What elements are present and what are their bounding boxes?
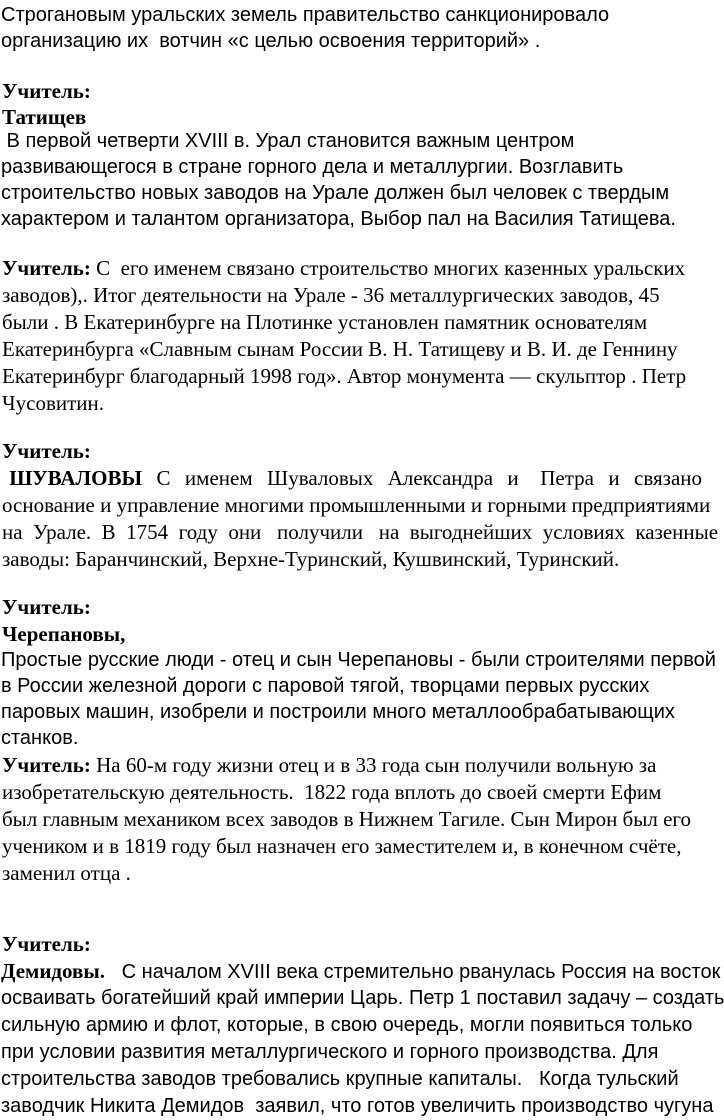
- demidov-line-4: при условии развития металлургического и горного производства. Для: [1, 1041, 659, 1063]
- tatishchev-line-3: строительство новых заводов на Урале должен был человек с твердым: [1, 182, 670, 204]
- cherepanov-line-2: в России железной дороги с паровой тягой, творцами первых русских: [1, 675, 650, 697]
- demidov-line-1: [1, 958, 720, 985]
- section-heading-cherepanovy: Черепановы,: [2, 622, 126, 646]
- paragraph-text: С началом XVIII века стремительно рванулась Россия на восток: [105, 961, 721, 983]
- teacher-label: Учитель:: [2, 595, 91, 619]
- section-heading-demidovy: Демидовы.: [1, 959, 106, 983]
- cherepanov-line-1: Простые русские люди - отец и сын Черепановы - были строителями первой: [1, 649, 716, 671]
- demidov-line-5: строительства заводов требовались крупные капиталы. Когда тульский: [1, 1068, 679, 1090]
- teacher-label: Учитель:: [2, 932, 91, 956]
- section-heading-tatishchev: Татищев: [2, 105, 87, 129]
- cherepanov-line-7: учеником и в 1819 году был назначен его заместителем и, в конечном счёте,: [2, 834, 682, 858]
- shuvalov-line-4: заводы: Баранчинский, Верхне-Туринский, Кушвинский, Туринский.: [2, 547, 620, 571]
- teacher-label: Учитель:: [2, 753, 91, 777]
- tatishchev-line-2: развивающегося в стране горного дела и металлургии. Возглавить: [1, 156, 624, 178]
- tatishchev-line-10: Чусовитин.: [2, 391, 105, 415]
- cherepanov-line-3: паровых машин, изобрели и построили много металлообрабатывающих: [1, 701, 675, 723]
- teacher-label: Учитель:: [2, 256, 91, 280]
- demidov-line-2: осваивать богатейший край империи Царь. Петр 1 поставил задачу – создать: [1, 987, 724, 1009]
- shuvalov-line-2: основание и управление многими промышленными и горными предприятиями: [2, 493, 711, 517]
- teacher-label: Учитель:: [2, 439, 91, 463]
- tatishchev-line-9: Екатеринбург благодарный 1998 год». Автор монумента — скульптор . Петр: [2, 364, 687, 388]
- demidov-line-3: сильную армию и флот, которые, в свою очередь, могли появиться только: [1, 1014, 693, 1036]
- teacher-label: Учитель:: [2, 79, 91, 103]
- cherepanov-line-6: был главным механиком всех заводов в Нижнем Тагиле. Сын Мирон был его: [2, 807, 691, 831]
- shuvalov-line-1: [2, 465, 702, 492]
- intro-line-1: Строгановым уральских земель правительство санкционировало: [1, 4, 610, 26]
- tatishchev-line-6: заводов),. Итог деятельности на Урале - 36 металлургических заводов, 45: [2, 283, 660, 307]
- paragraph-text: На 60-м году жизни отец и в 33 года сын получили вольную за: [90, 753, 657, 777]
- demidov-line-6: заводчик Никита Демидов заявил, что готов увеличить производство чугуна: [1, 1095, 714, 1117]
- cherepanov-line-4: станков.: [1, 727, 79, 749]
- paragraph-text: С именем Шуваловых Александра и Петра и связано: [142, 466, 703, 490]
- shuvalov-line-3: на Урале. В 1754 году они получили на выгоднейших условиях казенные: [2, 520, 719, 544]
- cherepanov-line-8: заменил отца .: [2, 861, 131, 885]
- paragraph-text: С его именем связано строительство многих казенных уральских: [90, 256, 686, 280]
- cherepanov-line-5: изобретательскую деятельность. 1822 года вплоть до своей смерти Ефим: [2, 780, 662, 804]
- tatishchev-line-4: характером и талантом организатора, Выбор пал на Василия Татищева.: [1, 208, 676, 230]
- tatishchev-teacher-paragraph-line-1: [2, 255, 685, 282]
- intro-line-2: организацию их вотчин «с целью освоения территорий» .: [1, 30, 541, 52]
- tatishchev-line-8: Екатеринбурга «Славным сынам России В. Н. Татищеву и В. И. де Геннину: [2, 337, 678, 361]
- section-heading-shuvalovy: ШУВАЛОВЫ: [2, 466, 143, 490]
- cherepanov-teacher-line-1: [2, 752, 656, 779]
- tatishchev-line-1: В первой четверти XVIII в. Урал становится важным центром: [1, 130, 575, 152]
- tatishchev-line-7: были . В Екатеринбурге на Плотинке установлен памятник основателям: [2, 310, 648, 334]
